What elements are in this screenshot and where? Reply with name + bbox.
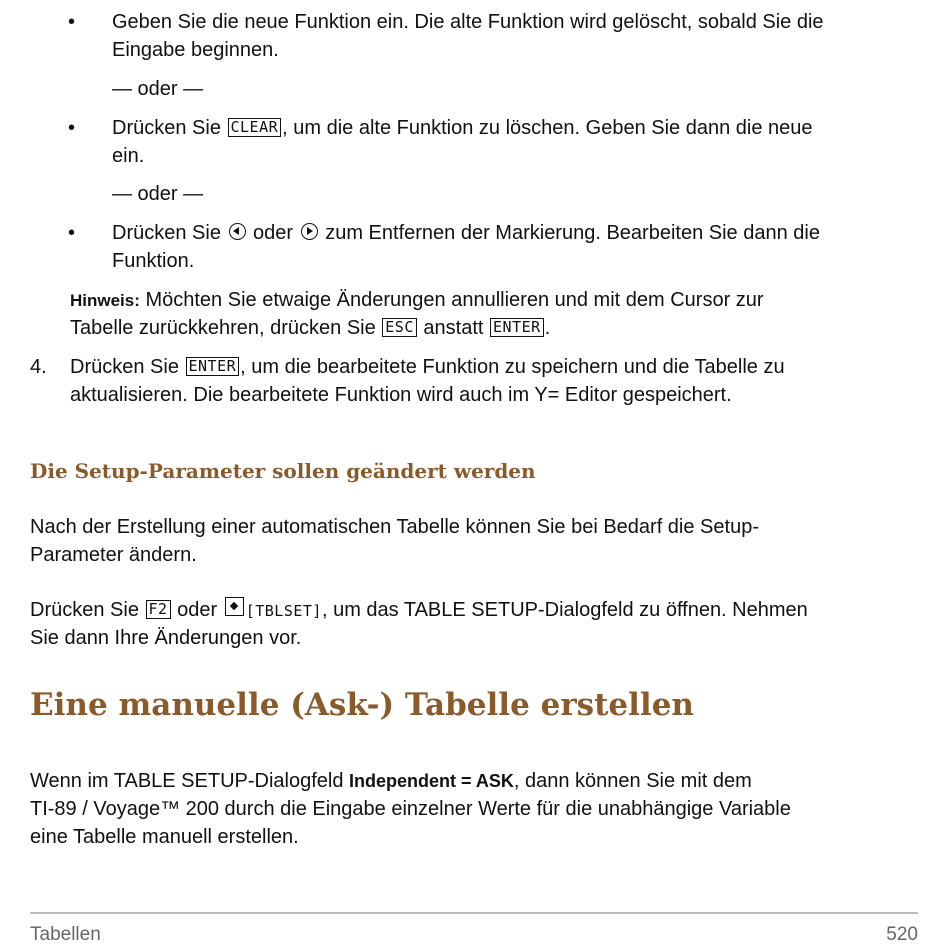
footer-rule — [30, 912, 918, 914]
bullet-marker: • — [68, 11, 76, 33]
para-2-text-mid: oder — [171, 599, 223, 621]
bullet-2-text-b: , um die alte Funktion zu löschen. Geben Sie dann die neue — [282, 117, 813, 139]
bullet-1-line-1: Geben Sie die neue Funktion ein. Die alte Funktion wird gelöscht, sobald Sie die — [112, 11, 824, 33]
page-number: 520 — [886, 924, 918, 945]
para-2-text-a: Drücken Sie — [30, 599, 145, 621]
bullet-1-line-2: Eingabe beginnen. — [112, 39, 279, 61]
note-text-c: anstatt — [417, 317, 490, 339]
bullet-marker: • — [68, 117, 76, 139]
left-arrow-key-icon — [229, 223, 246, 240]
note-text-b: Tabelle zurückkehren, drücken Sie — [70, 317, 382, 339]
bullet-3-text-mid: oder — [247, 222, 299, 244]
bullet-marker: • — [68, 222, 76, 244]
or-separator: — oder — — [112, 78, 204, 100]
independent-ask-setting: Independent = ASK — [349, 771, 514, 791]
note-label: Hinweis: — [70, 291, 140, 310]
bullet-3-text-a: Drücken Sie — [112, 222, 227, 244]
enter-key-icon: ENTER — [490, 318, 544, 337]
enter-key-icon: ENTER — [186, 357, 240, 376]
tblset-key-label: [TBLSET] — [245, 602, 322, 620]
note-line-1 — [70, 286, 764, 315]
esc-key-icon: ESC — [382, 318, 417, 337]
para-1-line-2: Parameter ändern. — [30, 544, 197, 566]
bullet-2-text-a: Drücken Sie — [112, 117, 227, 139]
step-4-text-a: Drücken Sie — [70, 356, 185, 378]
para-1-line-1: Nach der Erstellung einer automatischen Tabelle können Sie bei Bedarf die Setup- — [30, 516, 759, 538]
bullet-2-line-2: ein. — [112, 145, 145, 167]
step-4-text-b: , um die bearbeitete Funktion zu speichern und die Tabelle zu — [240, 356, 785, 378]
f2-key-icon: F2 — [146, 600, 171, 619]
para-2-line-2: Sie dann Ihre Änderungen vor. — [30, 627, 302, 649]
para-2-line-1 — [30, 596, 808, 625]
bullet-3-text-b: zum Entfernen der Markierung. Bearbeiten Sie dann die — [319, 222, 820, 244]
para-3-line-1 — [30, 767, 752, 795]
para-2-text-b: , um das TABLE SETUP-Dialogfeld zu öffnen. Nehmen — [321, 599, 808, 621]
para-3-text-a: Wenn im TABLE SETUP-Dialogfeld — [30, 770, 350, 792]
clear-key-icon: CLEAR — [228, 118, 282, 137]
footer-section-title: Tabellen — [30, 924, 101, 945]
bullet-3-line-2: Funktion. — [112, 250, 195, 272]
para-3-line-2: TI-89 / Voyage™ 200 durch die Eingabe einzelner Werte für die unabhängige Variable — [30, 798, 791, 820]
main-heading: Eine manuelle (Ask-) Tabelle erstellen — [30, 687, 694, 723]
note-text-a: Möchten Sie etwaige Änderungen annullieren und mit dem Cursor zur — [139, 289, 764, 311]
step-number: 4. — [30, 356, 47, 378]
bullet-3-line-1 — [112, 219, 820, 247]
note-text-d: . — [544, 317, 551, 339]
section-heading: Die Setup-Parameter sollen geändert werden — [30, 459, 536, 483]
para-3-text-b: , dann können Sie mit dem — [513, 770, 752, 792]
step-4-line-2: aktualisieren. Die bearbeitete Funktion wird auch im Y= Editor gespeichert. — [70, 384, 732, 406]
para-3-line-3: eine Tabelle manuell erstellen. — [30, 826, 299, 848]
bullet-2-line-1 — [112, 114, 813, 142]
right-arrow-key-icon — [301, 223, 318, 240]
diamond-key-icon — [225, 597, 244, 616]
note-line-2 — [70, 314, 550, 342]
or-separator: — oder — — [112, 183, 204, 205]
step-4-line-1 — [70, 353, 785, 381]
